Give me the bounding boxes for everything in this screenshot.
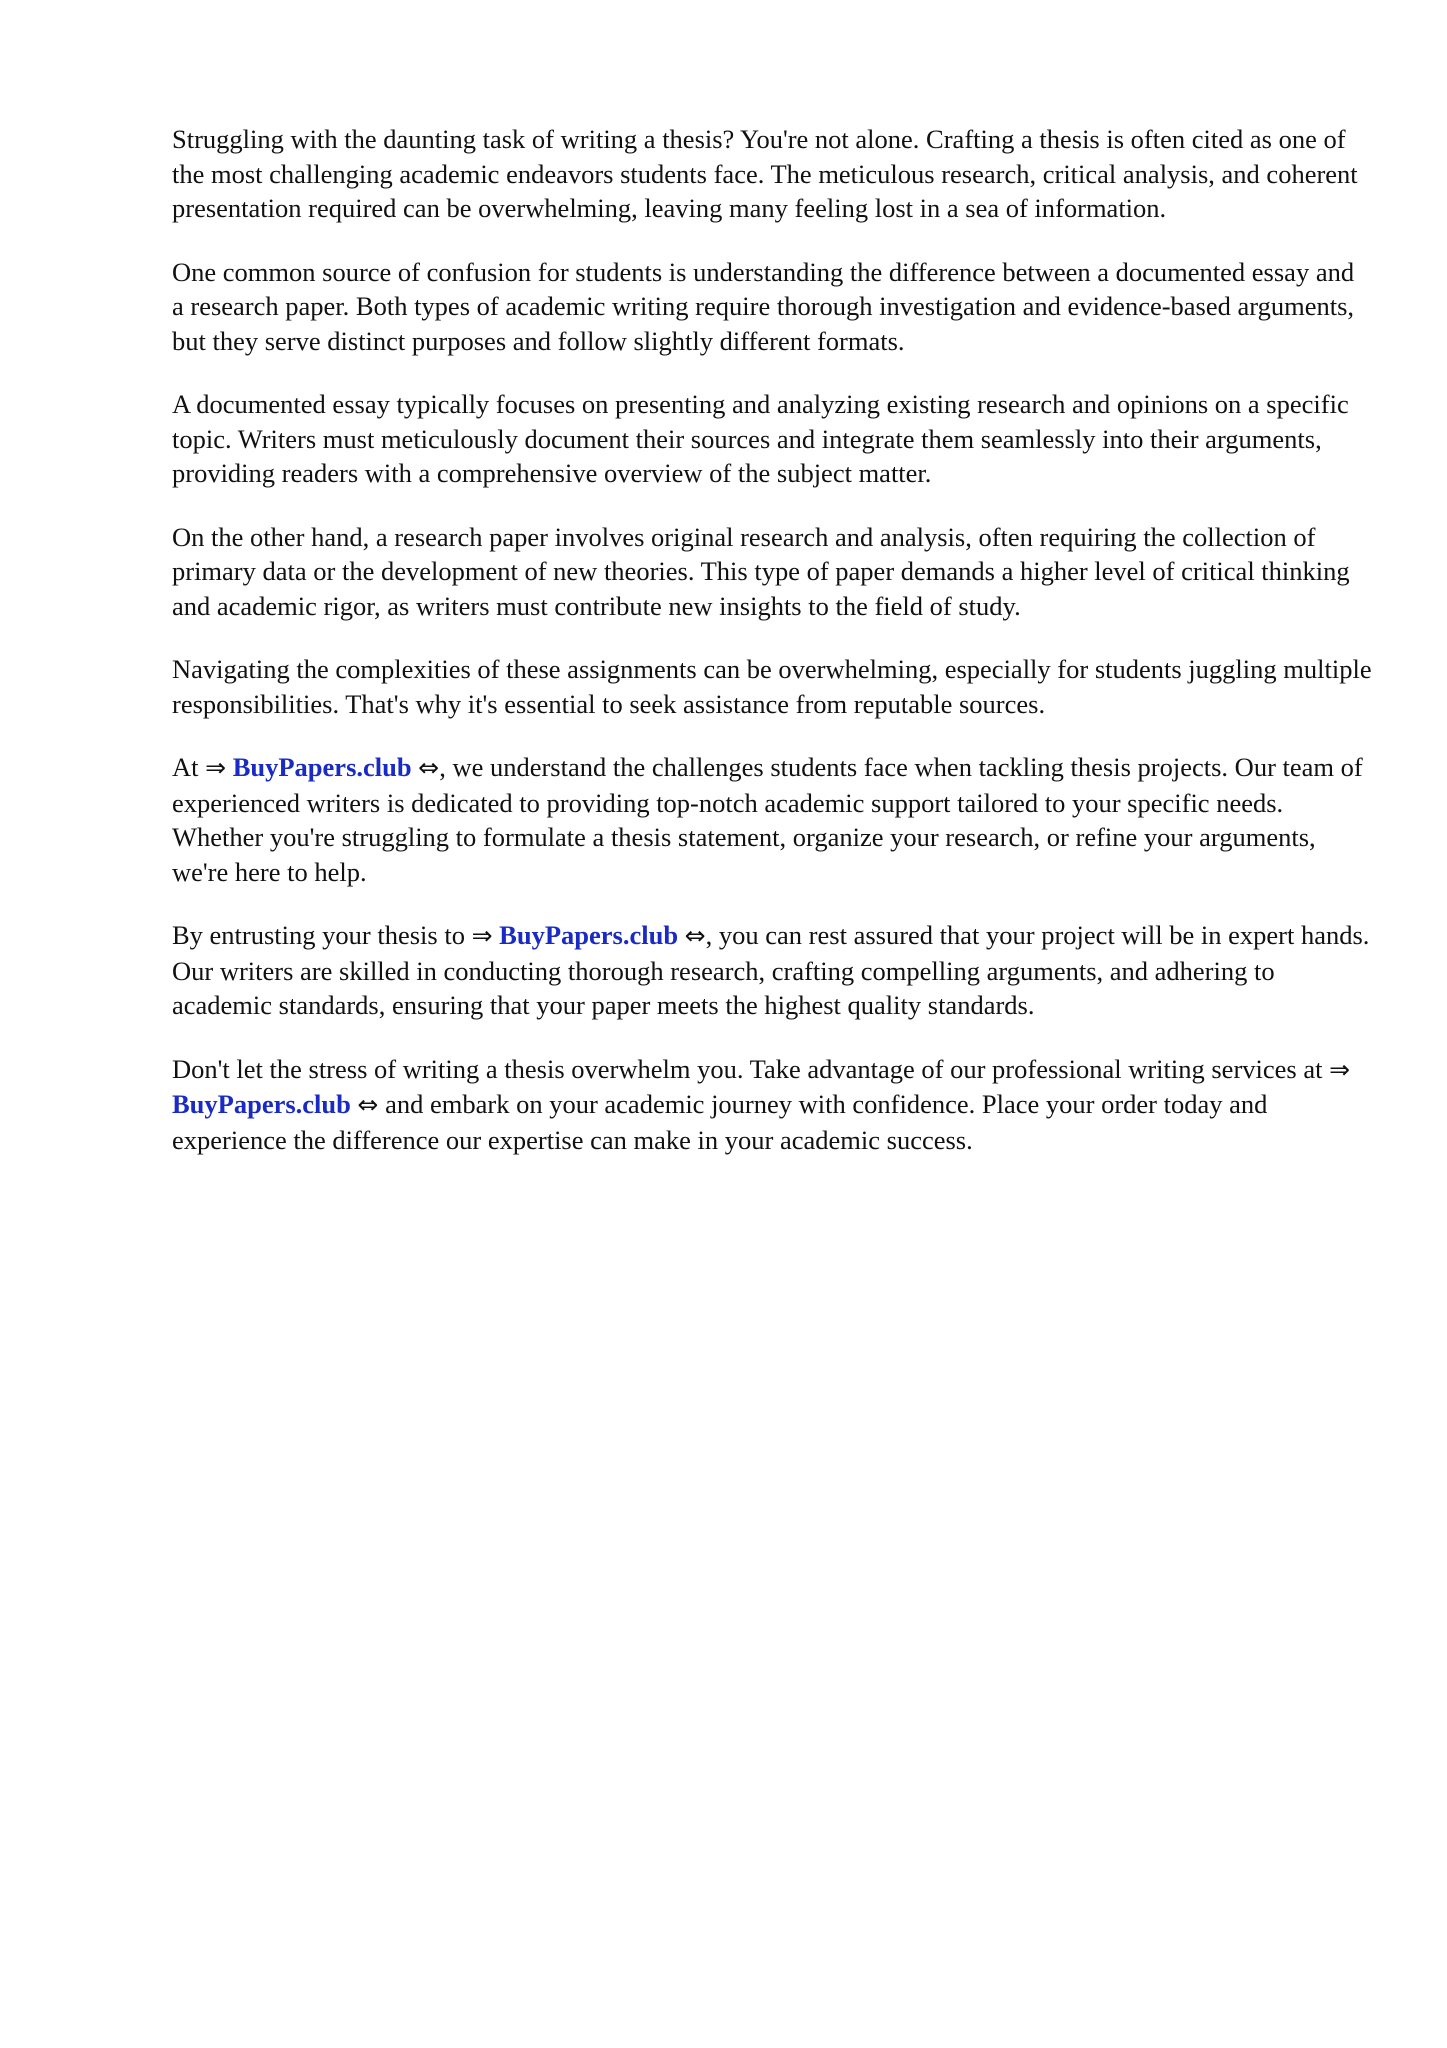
paragraph-complexities: Navigating the complexities of these assignments can be overwhelming, especially for students juggling multiple responsibilities. That's why it's essential to seek assistance from reputable sources. — [172, 654, 1372, 719]
text-segment: Don't let the stress of writing a thesis overwhelm you. Take advantage of our professional writing services at — [172, 1053, 1330, 1084]
paragraph-research-paper: On the other hand, a research paper involves original research and analysis, often requiring the collection of primary data or the development of new theories. This type of paper demands a higher level of critical thinking and academic rigor, as writers must contribute new insights to the field of study. — [172, 521, 1350, 621]
paragraph-service-intro — [172, 750, 1372, 889]
text-segment: , you can rest assured that your project will be in expert hands. Our writers are skilled in conducting thorough research, crafting compelling arguments, and adhering to academic standards, ensuring that your paper meets the highest quality standards. — [172, 920, 1370, 1020]
double-arrow-icon: ⇔ — [418, 753, 440, 782]
right-arrow-icon: ⇒ — [1329, 1054, 1351, 1084]
double-arrow-icon: ⇔ — [684, 921, 706, 950]
buypapers-link[interactable]: BuyPapers.club — [499, 920, 679, 950]
paragraph-documented-essay: A documented essay typically focuses on presenting and analyzing existing research and opinions on a specific topic. Writers must meticulously document their sources and integrate them seamlessly into their arguments, providing readers with a comprehensive overview of the subject matter. — [172, 389, 1349, 488]
text-segment: At — [172, 752, 206, 782]
paragraph-closing — [172, 1052, 1372, 1158]
buypapers-link[interactable]: BuyPapers.club — [232, 752, 412, 782]
right-arrow-icon: ⇒ — [205, 753, 227, 782]
paragraph-intro: Struggling with the daunting task of writing a thesis? You're not alone. Crafting a thesis is often cited as one of the most challenging academic endeavors students face. The meticulous research, critical analysis, and coherent presentation required can be overwhelming, leaving many feeling lost in a sea of information. — [172, 124, 1358, 223]
document-body — [172, 122, 1372, 1186]
double-arrow-icon: ⇔ — [357, 1090, 379, 1119]
paragraph-entrusting — [172, 918, 1372, 1023]
text-segment: , we understand the challenges students face when tackling thesis projects. Our team of experienced writers is dedicated to providing top-notch academic support tailored to your specific needs. Whether you're struggling to formulate a thesis statement, organize your research, or refine your arguments, we're here to help. — [172, 752, 1363, 887]
buypapers-link[interactable]: BuyPapers.club — [172, 1089, 351, 1119]
right-arrow-icon: ⇒ — [471, 921, 493, 950]
text-segment: and embark on your academic journey with confidence. Place your order today and experience the difference our expertise can make in your academic success. — [172, 1089, 1268, 1155]
text-segment: By entrusting your thesis to — [172, 920, 472, 950]
paragraph-confusion: One common source of confusion for students is understanding the difference between a documented essay and a research paper. Both types of academic writing require thorough investigation and evidence-based arguments, but they serve distinct purposes and follow slightly different formats. — [172, 256, 1355, 356]
